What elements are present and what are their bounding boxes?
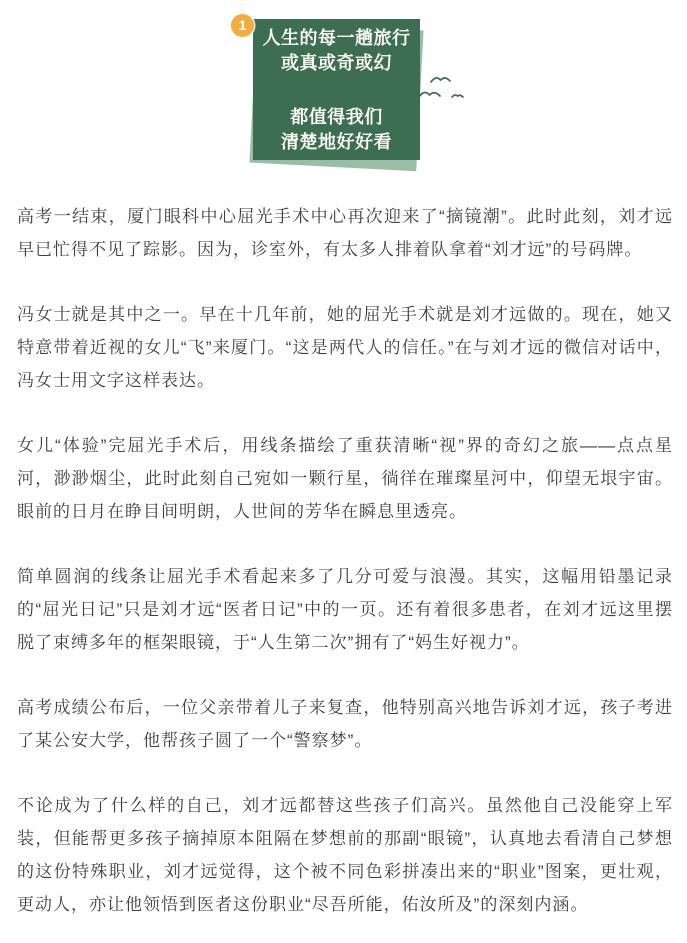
paragraph-4: 简单圆润的线条让屈光手术看起来多了几分可爱与浪漫。其实，这幅用铅墨记录的“屈光日记”只是刘才远“医者日记”中的一页。还有着很多患者，在刘才远这里摆脱了束缚多年的框架眼镜，于“人生第二次”拥有了“妈生好视力”。 (17, 567, 673, 652)
quote-line-1: 人生的每一趟旅行 (262, 28, 411, 48)
quote-line-3: 都值得我们 (290, 107, 383, 127)
paragraph-5: 高考成绩公布后，一位父亲带着儿子来复查，他特别高兴地告诉刘才远，孩子考进了某公安大学，他帮孩子圆了一个“警察梦”。 (17, 698, 673, 750)
paragraph-1: 高考一结束，厦门眼科中心屈光手术中心再次迎来了“摘镜潮”。此时此刻，刘才远早已忙得不见了踪影。因为，诊室外，有太多人排着队拿着“刘才远”的号码牌。 (17, 207, 673, 259)
paragraph-6: 不论成为了什么样的自己，刘才远都替这些孩子们高兴。虽然他自己没能穿上军装，但能帮更多孩子摘掉原本阻隔在梦想前的那副“眼镜”，认真地去看清自己梦想的这份特殊职业，刘才远觉得，这个被不同色彩拼凑出来的“职业”图案，更壮观，更动人，亦让他领悟到医者这份职业“尽吾所能，佑汝所及”的深刻内涵。 (17, 796, 673, 914)
quote-card-section (0, 0, 687, 176)
article-body (0, 176, 687, 935)
paragraph-2: 冯女士就是其中之一。早在十几年前，她的屈光手术就是刘才远做的。现在，她又特意带着近视的女儿“飞”来厦门。“这是两代人的信任。”在与刘才远的微信对话中，冯女士用文字这样表达。 (17, 305, 673, 390)
quote-line-4: 清楚地好好看 (281, 132, 392, 152)
quote-card (230, 12, 422, 168)
paragraph-3: 女儿“体验”完屈光手术后，用线条描绘了重获清晰“视”界的奇幻之旅——点点星河，渺渺烟尘，此时此刻自己宛如一颗行星，徜徉在璀璨星河中，仰望无垠宇宙。眼前的日月在睁目间明朗，人世间的芳华在瞬息里透亮。 (17, 436, 673, 521)
flying-birds-icon (416, 70, 470, 108)
section-number-badge: 1 (231, 14, 254, 37)
quote-line-2: 或真或奇或幻 (281, 53, 392, 73)
quote-card-front (253, 19, 420, 160)
